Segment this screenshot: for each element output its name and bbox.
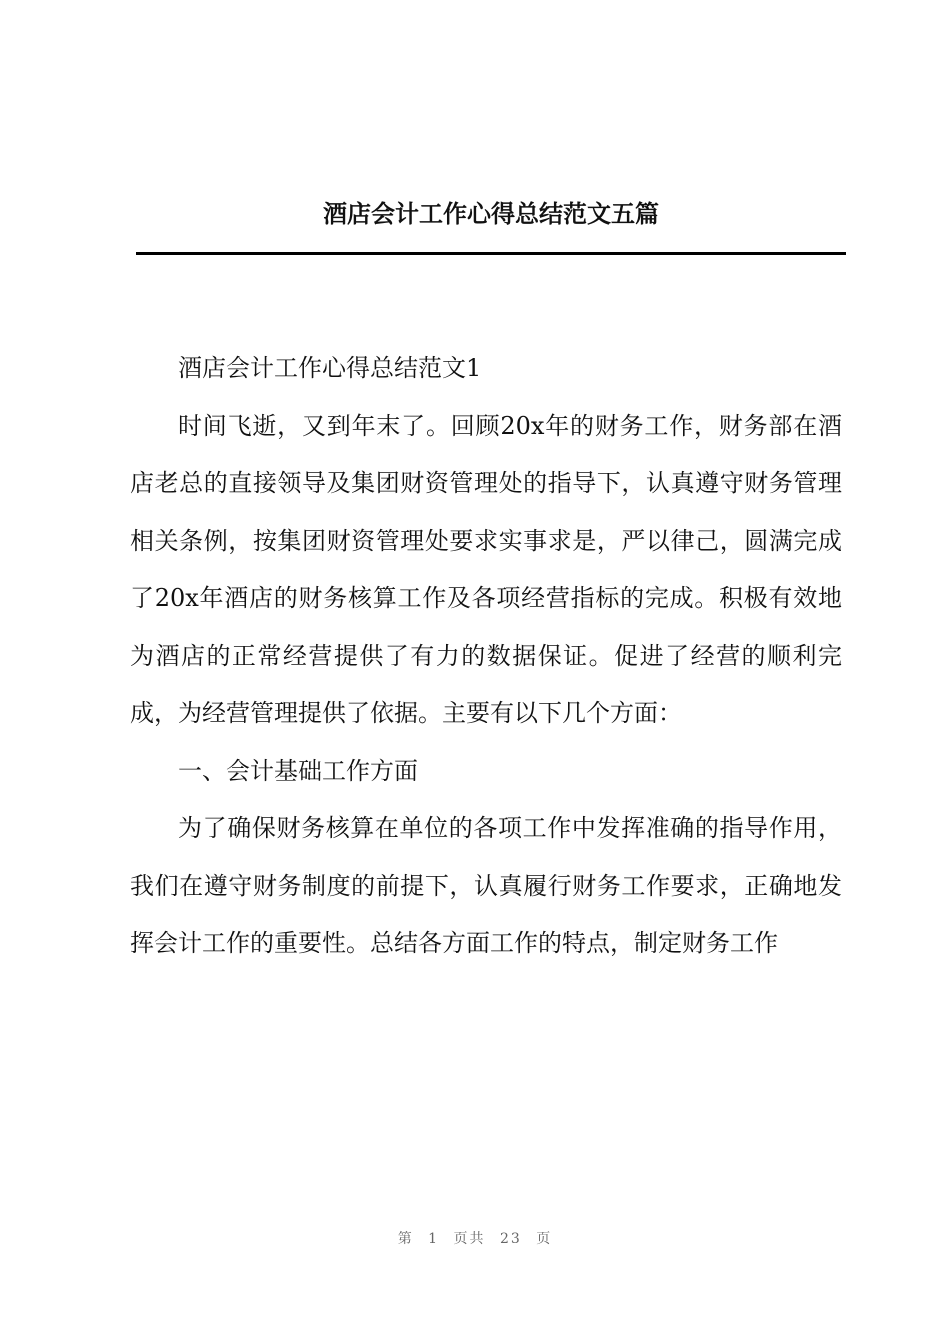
title-divider — [136, 252, 846, 255]
paragraph: 时间飞逝，又到年末了。回顾20x年的财务工作，财务部在酒店老总的直接领导及集团财资管理处的指导下，认真遵守财务管理相关条例，按集团财资管理处要求实事求是，严以律己，圆满完成了20x年酒店的财务核算工作及各项经营指标的完成。积极有效地为酒店的正常经营提供了有力的数据保证。促进了经营的顺利完成，为经营管理提供了依据。主要有以下几个方面： — [130, 411, 842, 727]
section-heading: 一、会计基础工作方面 — [178, 756, 418, 785]
paragraph: 为了确保财务核算在单位的各项工作中发挥准确的指导作用，我们在遵守财务制度的前提下，认真履行财务工作要求，正确地发挥会计工作的重要性。总结各方面工作的特点，制定财务工作 — [130, 814, 842, 957]
document-title: 酒店会计工作心得总结范文五篇 — [323, 199, 659, 228]
article-heading: 酒店会计工作心得总结范文1 — [178, 354, 482, 382]
document-body — [130, 340, 842, 973]
page-number: 第 1 页共 23 页 — [397, 1231, 553, 1247]
